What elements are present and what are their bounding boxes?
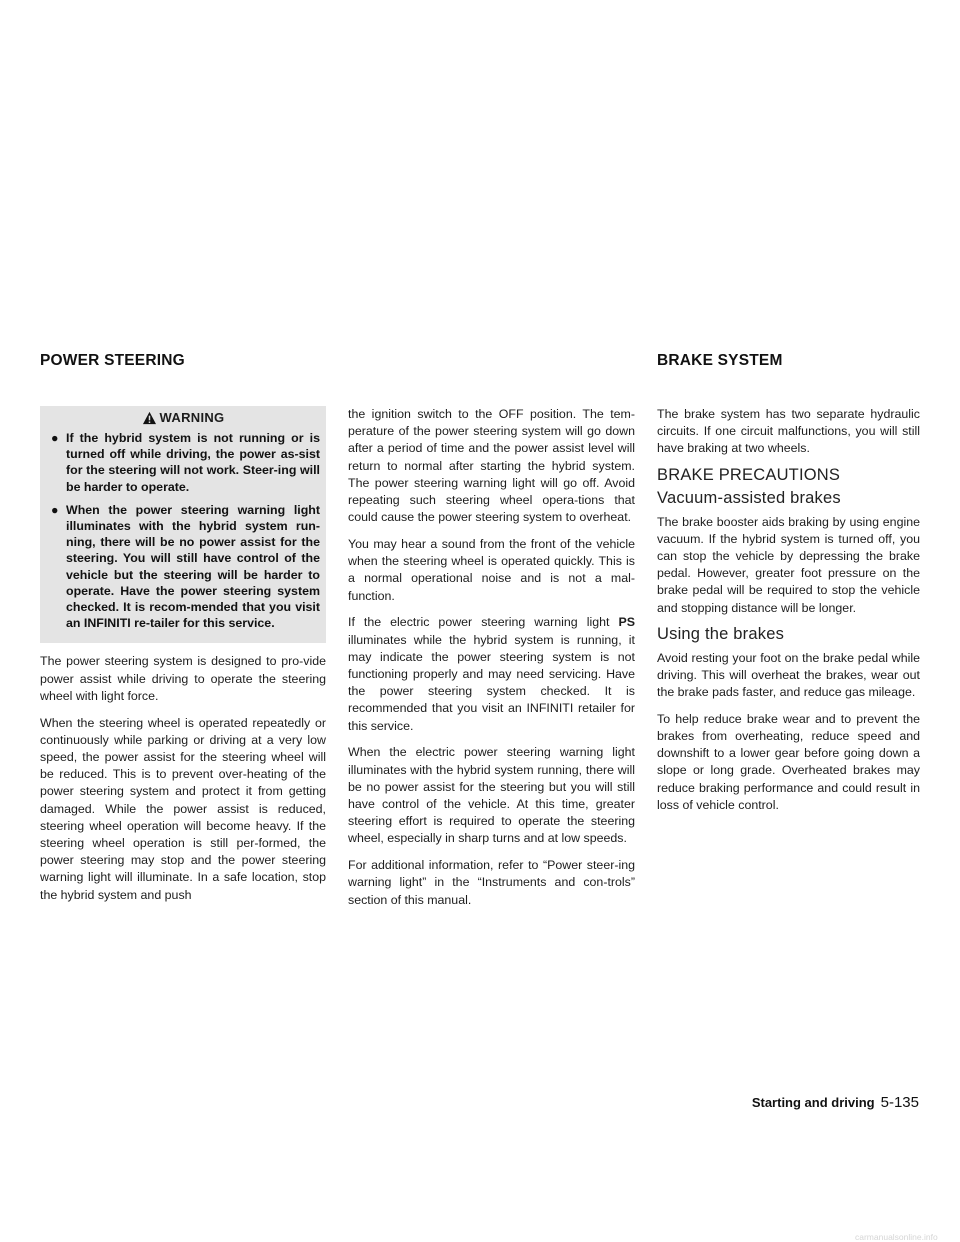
paragraph: The brake booster aids braking by using engine vacuum. If the hybrid system is turned off, you can stop the vehicle by depressing the brake pedal. However, greater foot pressure on the brake pedal will be required to stop the vehicle and stopping distance will be longer.: [657, 514, 920, 615]
paragraph: When the steering wheel is operated repeatedly or continuously while parking or driving at a very low speed, the power assist for the steering wheel will be reduced. This is to prevent over-heating of the power steering system and protect it from getting damaged. While the power assist is reduced, steering wheel operation will become heavy. If the steering wheel operation is still per-formed, the power steering may stop and the power steering warning light will illuminate. In a safe location, stop the hybrid system and push: [40, 715, 326, 902]
bullet: ●: [51, 502, 59, 517]
paragraph: Avoid resting your foot on the brake pedal while driving. This will overheat the brakes, wear out the brake pads faster, and reduce gas mileage.: [657, 650, 920, 700]
page-number: 5-135: [880, 1094, 919, 1111]
page-footer: [752, 1094, 919, 1111]
ps-warning-light-symbol: PS: [618, 615, 635, 630]
paragraph-text: If the electric power steering warning light: [348, 615, 619, 630]
footer-chapter: Starting and driving: [751, 1095, 875, 1110]
paragraph: The power steering system is designed to pro-vide power assist while driving to operate the steering wheel with light force.: [40, 654, 326, 703]
heading-using-the-brakes: Using the brakes: [657, 625, 785, 644]
section-title-power-steering: POWER STEERING: [40, 352, 185, 369]
paragraph: For additional information, refer to “Power steer-ing warning light” in the “Instruments and con-trols” section of this manual.: [348, 858, 635, 907]
paragraph: [348, 614, 635, 734]
column-1: [40, 406, 326, 913]
warning-triangle-icon: [142, 411, 157, 425]
column-3: [657, 406, 920, 824]
heading-vacuum-assisted-brakes: Vacuum-assisted brakes: [657, 489, 841, 508]
warning-header: [46, 406, 320, 430]
warning-list: [46, 430, 320, 631]
warning-item: [46, 502, 320, 632]
paragraph: To help reduce brake wear and to prevent the brakes from overheating, reduce speed and downshift to a lower gear before going down a slope or long grade. Overheated brakes may reduce braking performance and could result in loss of vehicle control.: [657, 711, 920, 812]
warning-box: [40, 406, 326, 643]
watermark: carmanualsonline.info: [855, 1232, 938, 1242]
warning-title: WARNING: [159, 410, 225, 426]
warning-item-text: When the power steering warning light illuminates with the hybrid system run-ning, there will be no power assist for the steering. You will still have control of the vehicle but the steering will be harder to operate. Have the power steering system checked. It is recom-mended that you visit an INFINITI re-tailer for this service.: [66, 502, 320, 631]
paragraph-text: illuminates while the hybrid system is running, it may indicate the power steering system is not functioning properly and may need servicing. Have the power steering system checked. It is recommended that you visit an INFINITI retailer for this service.: [348, 632, 635, 733]
paragraph: When the electric power steering warning light illuminates with the hybrid system running, there will be no power assist for the steering but you will still have control of the vehicle. At this time, greater steering effort is required to operate the steering wheel, especially in sharp turns and at low speeds.: [348, 745, 635, 846]
paragraph: the ignition switch to the OFF position. The tem-perature of the power steering system will go down after a period of time and the power assist level will return to normal after starting the hybrid system. The power steering warning light will go off. Avoid repeating such steering wheel opera-tions that could cause the power steering system to overheat.: [348, 407, 635, 525]
section-title-brake-system: BRAKE SYSTEM: [657, 352, 783, 369]
heading-brake-precautions: BRAKE PRECAUTIONS: [657, 466, 841, 485]
paragraph: The brake system has two separate hydraulic circuits. If one circuit malfunctions, you will still have braking at two wheels.: [657, 407, 920, 456]
warning-item-text: If the hybrid system is not running or is turned off while driving, the power as-sist for the steering will not work. Steer-ing will be harder to operate.: [66, 431, 320, 494]
bullet: ●: [51, 431, 59, 445]
warning-item: [46, 430, 320, 495]
column-2: [348, 406, 635, 918]
paragraph: You may hear a sound from the front of the vehicle when the steering wheel is operated quickly. This is a normal operational noise and is not a mal-function.: [348, 537, 635, 603]
